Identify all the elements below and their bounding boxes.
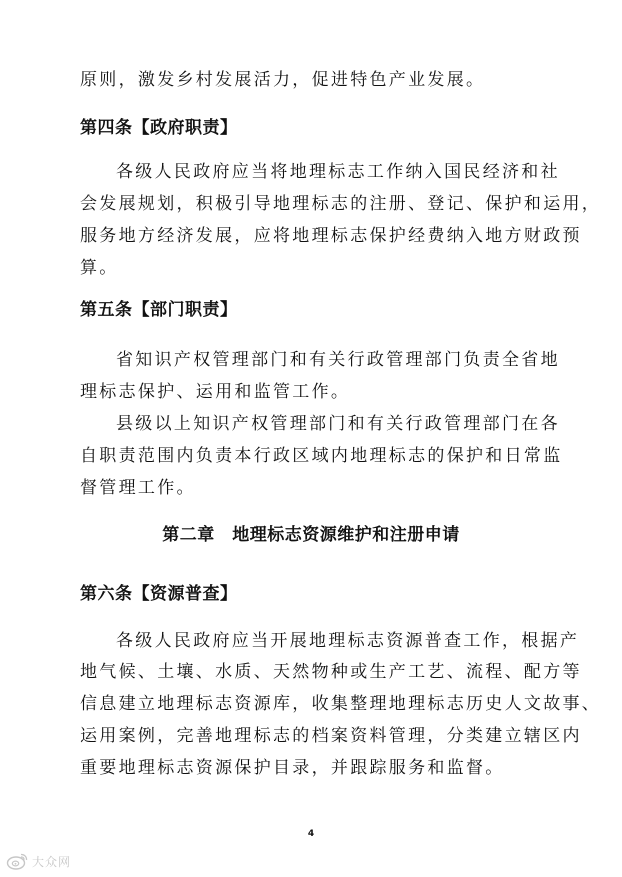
- paragraph-line: 服务地方经济发展，应将地理标志保护经费纳入地方财政预: [80, 226, 582, 246]
- paragraph-line: 自职责范围内负责本行政区域内地理标志的保护和日常监: [80, 446, 563, 466]
- paragraph-line: 地气候、土壤、水质、天然物种或生产工艺、流程、配方等: [80, 662, 582, 682]
- paragraph-line: 县级以上知识产权管理部门和有关行政管理部门在各: [116, 414, 560, 434]
- paragraph-line: 省知识产权管理部门和有关行政管理部门负责全省地: [116, 350, 560, 370]
- chapter-2-title: 第二章 地理标志资源维护和注册申请: [162, 525, 460, 545]
- paragraph-line: 理标志保护、运用和监管工作。: [80, 382, 351, 402]
- watermark-text: 大众网: [32, 854, 72, 869]
- paragraph-line: 督管理工作。: [80, 478, 196, 498]
- paragraph-line: 各级人民政府应当开展地理标志资源普查工作，根据产: [116, 631, 580, 651]
- weibo-logo-icon: [6, 852, 28, 870]
- paragraph-line: 原则，激发乡村发展活力，促进特色产业发展。: [80, 70, 486, 90]
- watermark: [6, 850, 71, 872]
- article-6-heading: 第六条【资源普查】: [80, 584, 238, 604]
- paragraph-line: 各级人民政府应当将地理标志工作纳入国民经济和社: [116, 162, 560, 182]
- paragraph-line: 运用案例，完善地理标志的档案资料管理，分类建立辖区内: [80, 726, 582, 746]
- article-5-heading: 第五条【部门职责】: [80, 300, 238, 320]
- article-4-heading: 第四条【政府职责】: [80, 118, 238, 138]
- paragraph-line: 会发展规划，积极引导地理标志的注册、登记、保护和运用，: [80, 194, 602, 214]
- paragraph-line: 信息建立地理标志资源库，收集整理地理标志历史人文故事、: [80, 694, 602, 714]
- paragraph-line: 重要地理标志资源保护目录，并跟踪服务和监督。: [80, 758, 505, 778]
- paragraph-line: 算。: [80, 258, 119, 278]
- page-number: 4: [307, 829, 315, 839]
